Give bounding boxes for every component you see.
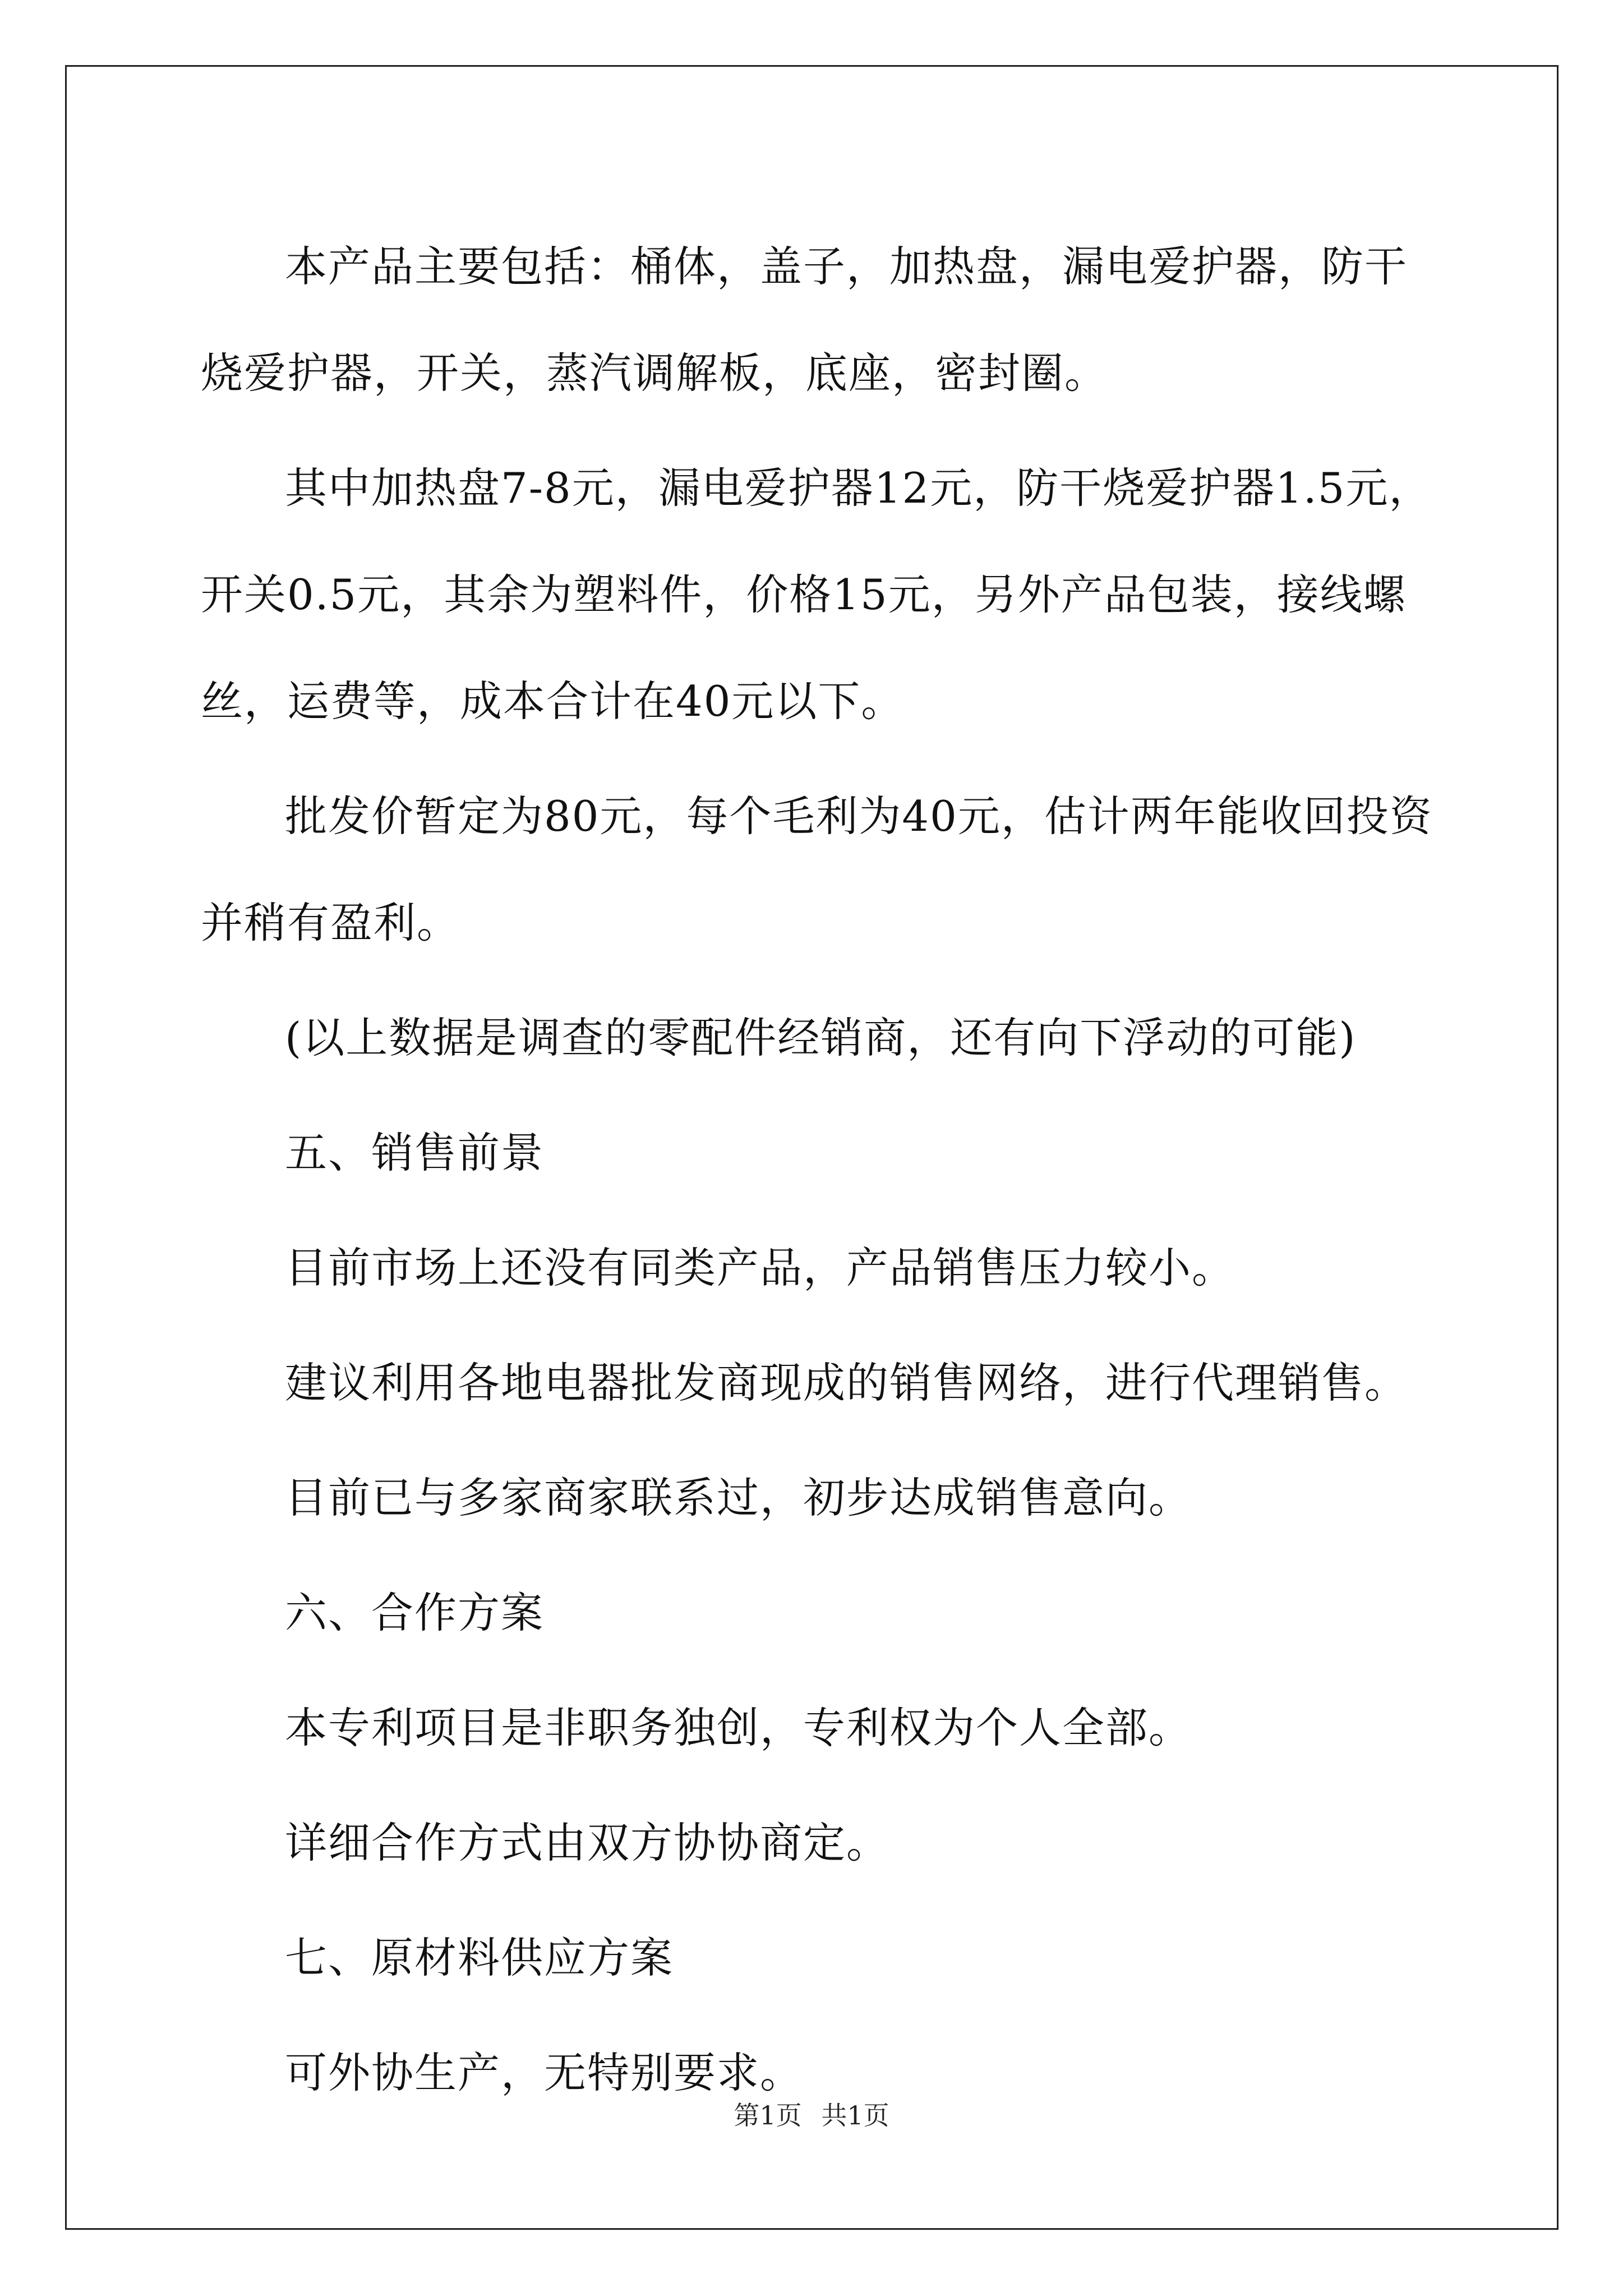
paragraph-note: (以上数据是调查的零配件经销商，还有向下浮动的可能) xyxy=(285,1013,1357,1062)
paragraph-market: 目前市场上还没有同类产品，产品销售压力较小。 xyxy=(285,1243,1235,1292)
document-body xyxy=(201,213,1435,2134)
page-number: 第1页 xyxy=(734,2100,802,2131)
paragraph-suggestion: 建议利用各地电器批发商现成的销售网络，进行代理销售。 xyxy=(285,1358,1408,1407)
section-heading-sales: 五、销售前景 xyxy=(285,1128,545,1177)
section-heading-cooperation: 六、合作方案 xyxy=(285,1588,545,1637)
paragraph-contact: 目前已与多家商家联系过，初步达成销售意向。 xyxy=(285,1473,1192,1522)
section-heading-materials: 七、原材料供应方案 xyxy=(285,1933,674,1982)
page-footer xyxy=(0,2095,1623,2132)
page-total: 共1页 xyxy=(821,2100,889,2131)
paragraph-outsourcing: 可外协生产，无特别要求。 xyxy=(285,2048,804,2097)
paragraph-components: 本产品主要包括：桶体，盖子，加热盘，漏电爱护器，防干烧爱护器，开关，蒸汽调解板，底座，密封圈。 xyxy=(201,242,1408,398)
paragraph-patent: 本专利项目是非职务独创，专利权为个人全部。 xyxy=(285,1703,1192,1752)
paragraph-price: 批发价暂定为80元，每个毛利为40元，估计两年能收回投资并稍有盈利。 xyxy=(201,792,1433,947)
paragraph-cooperation-detail: 详细合作方式由双方协协商定。 xyxy=(285,1818,890,1867)
paragraph-cost: 其中加热盘7-8元，漏电爱护器12元，防干烧爱护器1.5元，开关0.5元，其余为塑料件，价格15元，另外产品包装，接线螺丝，运费等，成本合计在40元以下。 xyxy=(201,463,1432,726)
